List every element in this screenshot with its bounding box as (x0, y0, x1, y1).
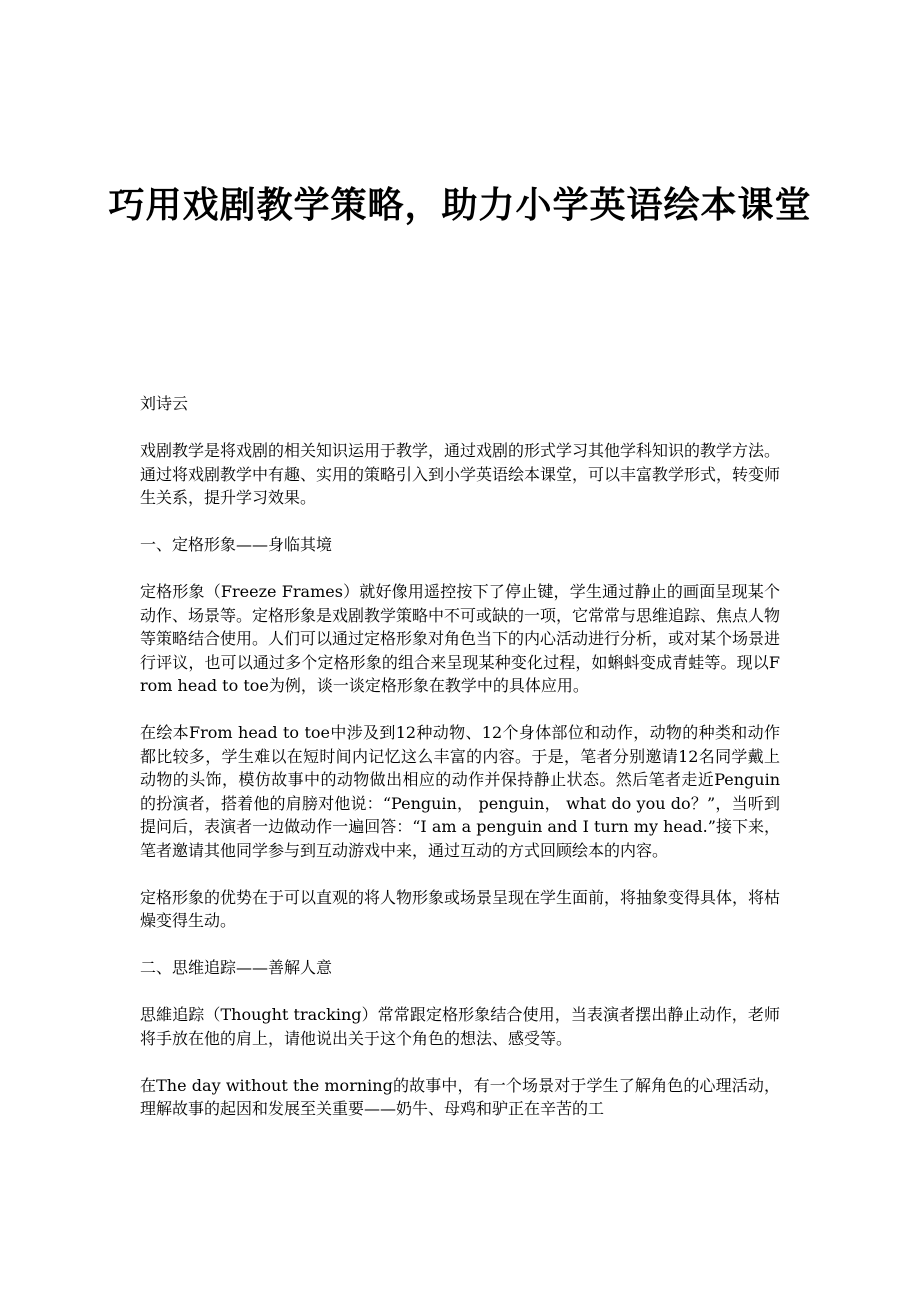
intro-paragraph: 戏剧教学是将戏剧的相关知识运用于教学，通过戏剧的形式学习其他学科知识的教学方法。通过将戏剧教学中有趣、实用的策略引入到小学英语绘本课堂，可以丰富教学形式，转变师生关系，提升学习效果。 (140, 441, 781, 507)
body-paragraph: 在绘本From head to toe中涉及到12种动物、12个身体部位和动作，动物的种类和动作都比较多，学生难以在短时间内记忆这么丰富的内容。于是，笔者分别邀请12名同学戴上动物的头饰，模仿故事中的动物做出相应的动作并保持静止状态。然后笔者走近Penguin的扮演者，搭着他的肩膀对他说：“Penguin， penguin， what do you do？”，当听到提问后，表演者一边做动作一遍回答：“I am a penguin and I turn my head.”接下来，笔者邀请其他同学参与到互动游戏中来，通过互动的方式回顾绘本的内容。 (140, 723, 780, 860)
author-name: 刘诗云 (140, 394, 189, 413)
body-paragraph: 定格形象（Freeze Frames）就好像用遥控按下了停止键，学生通过静止的画面呈现某个动作、场景等。定格形象是戏剧教学策略中不可或缺的一项，它常常与思维追踪、焦点人物等策略结合使用。人们可以通过定格形象对角色当下的内心活动进行分析，或对某个场景进行评议，也可以通过多个定格形象的组合来呈现某种变化过程，如蝌蚪变成青蛙等。现以From head to toe为例，谈一谈定格形象在教学中的具体应用。 (140, 582, 781, 695)
section-heading-2: 二、思维追踪——善解人意 (140, 958, 333, 977)
document-title: 巧用戏剧教学策略，助力小学英语绘本课堂 (108, 185, 812, 226)
section-heading-1: 一、定格形象——身临其境 (140, 535, 333, 554)
body-paragraph: 定格形象的优势在于可以直观的将人物形象或场景呈现在学生面前，将抽象变得具体，将枯燥变得生动。 (140, 887, 781, 930)
body-paragraph: 思維追踪（Thought tracking）常常跟定格形象结合使用，当表演者摆出静止动作，老师将手放在他的肩上，请他说出关于这个角色的想法、感受等。 (140, 1005, 780, 1048)
body-paragraph: 在The day without the morning的故事中，有一个场景对于学生了解角色的心理活动，理解故事的起因和发展至关重要——奶牛、母鸡和驴正在辛苦的工 (140, 1075, 780, 1118)
document-body (140, 392, 780, 1144)
